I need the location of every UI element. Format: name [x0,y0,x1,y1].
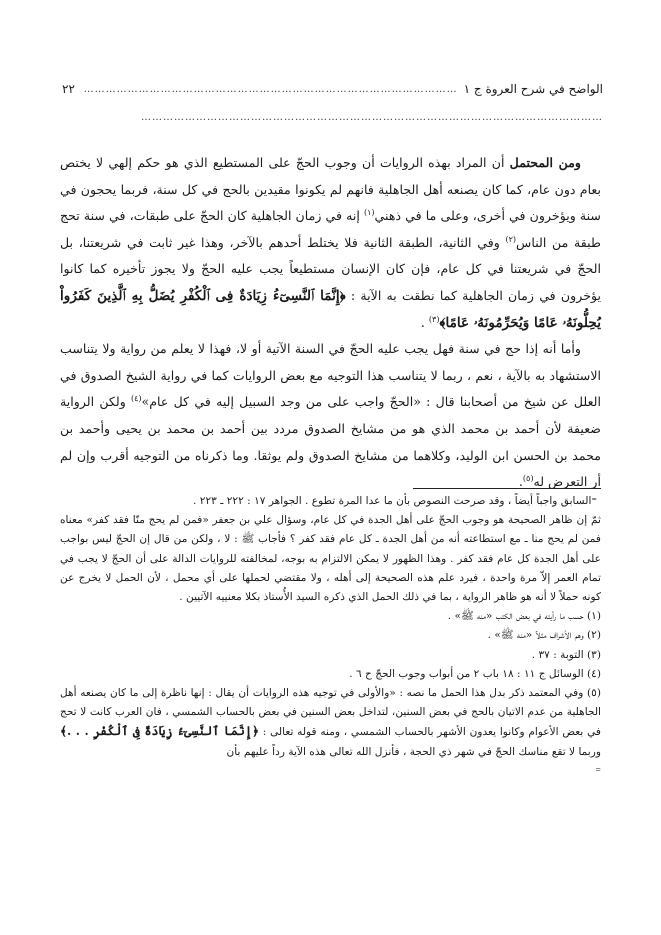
footnote-text: (٥) وفي المعتمد ذكر بدل هذا الحمل ما نصه : «والأولى في توجيه هذه الروايات أن يقال : إنها ناظرة إلى ما كان يصنعه أهل الجاهلية من عدم الاتيان بالحج في بعض السنين، لتداخل بعض السنين في بعض بالحساب الشمسي ، فان العرب كانت لا تحج في بعض الأعوام وكانوا يعدون الأشهر بالحساب الشمسي ، ومنه قوله تعالى : [60,687,601,739]
footnote-1: (١) حسب ما رأيته في بعض الكتب «منه ﷺ» . [447,610,601,623]
footnote-text: وربما لا تقع مناسك الحجّ في شهر ذي الحجة ، فأنزل الله تعالى هذه الآية رداً عليهم بأن [226,745,601,758]
separator-dots: ……………………………………………………………………………………………………………… [141,112,603,123]
paragraph-end: . [420,314,429,330]
footnote-ref-3: (٣) [428,314,440,324]
quran-verse: ﴿إِنَّمَا ٱلنَّسِىٓءُ زِيَادَةٌ فِى ٱلْكُفْرِ يُضَلُّ بِهِ ٱلَّذِينَ كَفَرُواْ يُحِلُّونَهُۥ عَامًا وَيُحَرِّمُونَهُۥ عَامًا﴾ [60,287,601,331]
paragraph-1 [60,150,601,336]
footnote-divider [413,488,601,489]
footnote-3: (٣) التوبة : ٣٧ . [531,648,601,661]
paragraph-keyword: ومن المحتمل [509,155,581,170]
continuation-mark: ⁼ [595,764,601,778]
paragraph-text: إنه في زمان الجاهلية كان الحجّ على طبقات، في سنة تحج طبقة من الناس [60,208,602,250]
footnote-ref-1: (١) [364,208,375,217]
footnotes [60,492,601,781]
footnote-ref-5: (٥) [522,473,534,483]
running-title: الواضح في شرح العروة ج ١ [463,82,603,96]
footnote-ref-2: (٢) [505,234,517,244]
footnote-5 [60,684,601,762]
paragraph-2 [60,336,601,496]
paragraph-text: وأما أنه إذا حج في سنة فهل يجب عليه الحجّ في السنة الآتية أو لا، فهذا لا يعلم من رواية ولا يتناسب الاستشهاد به بالآية ، نعم ، ربما لا يتناسب هذا التوجيه مع بعض الروايات كما في رواية الشيخ الصدوق في العلل عن شيخ من أصحابنا قال : «الحجّ واجب على من وجد السبيل إليه في كل عام» [60,341,601,410]
footnote-ref-4: (٤) [131,394,142,404]
page-header [58,80,603,98]
quran-verse: ﴿إِنَّمَا ٱلنَّسِىٓءُ زِيَادَةٌ فِى ٱلْكُفْرِ . . .﴾ [60,724,260,739]
footnote-continuation: ⁼السابق واجباً أيضاً ، وقد صرحت النصوص بأن ما عدا المرة تطوع . الجواهر ١٧ : ٢٢٢ ـ ٢٢٣ . [193,495,597,507]
paragraph-text: أن المراد بهذه الروايات أن وجوب الحجّ على المستطيع الذي هو حكم إلهي لا يختص بعام دون عام، كما كان يصنعه أهل الجاهلية فانهم لم يكونوا مقيدين بالحج في كل سنة، فربما يحجون في سنة ويؤخرون في أخرى، وعلى ما في ذهني [60,155,601,224]
footnote-continuation: ثمّ إن ظاهر الصحيحة هو وجوب الحجّ على أهل الجدة في كل عام، وسؤال علي بن جعفر «فمن لم يحج منّا فقد كفر» معناه فمن لم يحج منا ـ مع استطاعته أنه من أهل الجدة ـ كل عام فقد كفر ؟ فأجاب ﷺ : لا ، ولكن من قال إن الحجّ ليس بواجب على أهل الجدة كل عام فقد كفر . وهذا الظهور لا يمكن الالتزام به بوجه، لمخالفته للروايات الدالة على أن الحجّ لا يجب في تمام العمر إلاّ مرة واحدة ، فيرد علم هذه الصحيحة إلى أهله ، ولا مقتضي لحملها على أي محمل ، لأن الحمل لا يخرج عن كونه حملاً لا أنه هو ظاهر الرواية ، بما في ذلك الحمل الذي ذكره السيد الأُستاذ بكلا معنييه الآتيين . [60,514,601,604]
footnote-4: (٤) الوسائل ج ١١ : ١٨ باب ٢ من أبواب وجوب الحجّ ح ٦ . [349,667,601,680]
main-text [60,150,601,496]
paragraph-text: ولكن الرواية ضعيفة لأن أحمد بن محمد الذي هو من مشايخ الصدوق مردد بين أحمد بن محمد بن يحيى وأحمد بن محمد بن الحسن ابن الوليد، وكلاهما من مشايخ الصدوق ولم يوثقا. وما ذكرناه من التوجيه أقرب وإن لم أر التعرض له [60,394,601,490]
header-leader-dots: ………………………………………………………………………………………… [83,83,458,95]
paragraph-text: وفي الثانية، الطبقة الثانية فلا يختلط أحدهم بالآخر، وهذا غير ثابت في شريعتنا، بل الحجّ في شريعتنا في كل عام، فإن كان الإنسان مستطيعاً يجب عليه الحجّ ولا يجوز تأخيره كما كانوا يؤخرون في زمان الجاهلية كما نطقت به الآية : [60,234,602,303]
paragraph-end: . [518,474,523,490]
footnote-2: (٢) وهم الأشراف مثلاً «منه ﷺ» . [487,629,601,642]
page-number: ٢٢ [62,82,75,96]
